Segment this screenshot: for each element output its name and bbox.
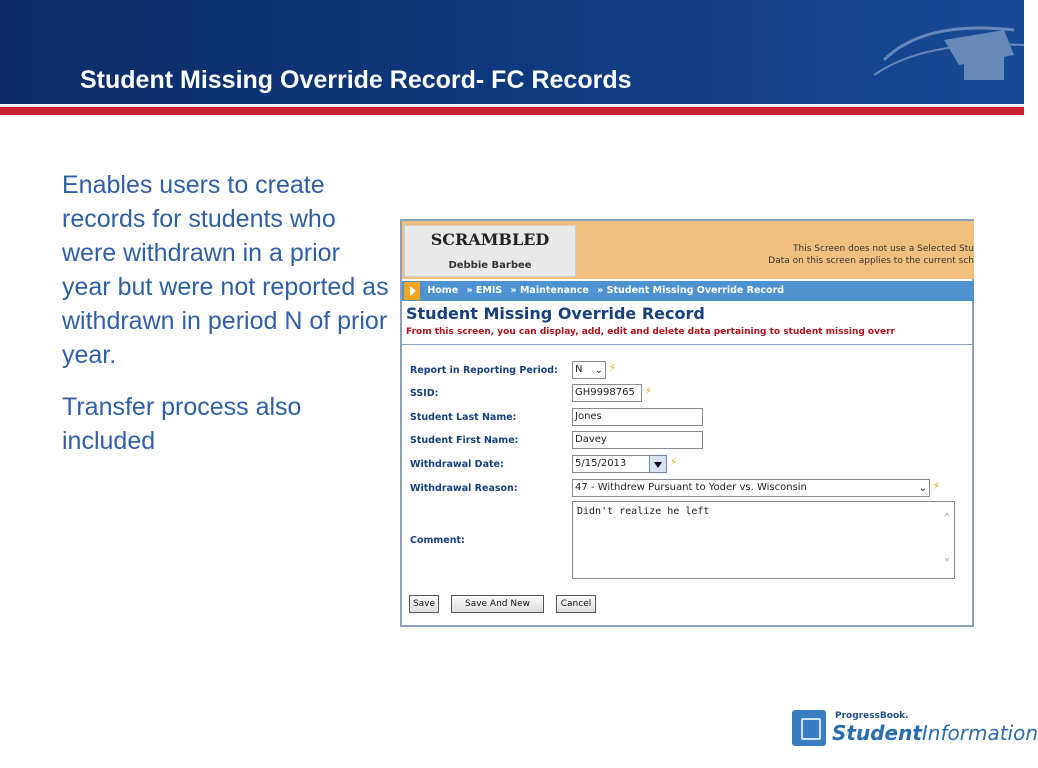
- breadcrumb-maintenance[interactable]: » Maintenance: [510, 285, 589, 296]
- app-screenshot: [400, 219, 974, 627]
- logo-product-bold: Student: [832, 721, 922, 745]
- slide-header: [0, 0, 1024, 104]
- cancel-button[interactable]: Cancel: [556, 595, 596, 613]
- breadcrumb-home[interactable]: Home: [427, 285, 459, 296]
- form-divider: [402, 344, 974, 345]
- calendar-dropdown-button[interactable]: [649, 455, 667, 473]
- header-accent-stripe: [0, 107, 1024, 115]
- last-name-label: Student Last Name:: [410, 412, 517, 423]
- withdrawal-date-input[interactable]: 5/15/2013: [572, 455, 667, 473]
- progressbook-logo: [792, 708, 1038, 748]
- logo-product-italic: Information: [921, 721, 1038, 745]
- school-info-box: [404, 225, 576, 277]
- lightning-icon[interactable]: ⚡: [933, 481, 941, 492]
- last-name-input[interactable]: Jones: [572, 408, 703, 426]
- form-title: Student Missing Override Record: [406, 304, 705, 323]
- slide-title: Student Missing Override Record- FC Records: [80, 66, 632, 94]
- withdrawal-reason-select[interactable]: [572, 479, 930, 497]
- scroll-down-icon[interactable]: ⌄: [943, 552, 950, 563]
- lightning-icon[interactable]: ⚡: [645, 386, 653, 397]
- breadcrumb-current: » Student Missing Override Record: [597, 285, 785, 296]
- save-button[interactable]: Save: [409, 595, 439, 613]
- reporting-period-select[interactable]: [572, 361, 606, 379]
- ssid-input[interactable]: GH9998765: [572, 384, 642, 402]
- ssid-label: SSID:: [410, 388, 439, 399]
- breadcrumb: [402, 281, 974, 301]
- withdrawal-reason-label: Withdrawal Reason:: [410, 483, 518, 494]
- lightning-icon[interactable]: ⚡: [670, 457, 678, 468]
- withdrawal-reason-value: 47 - Withdrew Pursuant to Yoder vs. Wisconsin: [575, 482, 807, 493]
- comment-textarea[interactable]: [572, 501, 955, 579]
- user-name: Debbie Barbee: [448, 260, 532, 271]
- app-top-banner: [402, 221, 974, 279]
- reporting-period-label: Report in Reporting Period:: [410, 365, 558, 376]
- first-name-input[interactable]: Davey: [572, 431, 703, 449]
- screen-notice: [580, 243, 974, 267]
- logo-product: [832, 721, 1038, 745]
- school-name: SCRAMBLED: [430, 230, 550, 249]
- breadcrumb-emis[interactable]: » EMIS: [466, 285, 503, 296]
- scroll-up-icon[interactable]: ⌃: [943, 512, 950, 523]
- withdrawal-date-label: Withdrawal Date:: [410, 459, 504, 470]
- body-paragraph: Transfer process also included: [62, 393, 302, 455]
- first-name-label: Student First Name:: [410, 435, 519, 446]
- chevron-down-icon: ⌄: [594, 365, 603, 376]
- slide-body: [62, 168, 392, 476]
- comment-label: Comment:: [410, 535, 465, 546]
- graduation-cap-icon: [864, 0, 1024, 104]
- save-and-new-button[interactable]: Save And New: [451, 595, 544, 613]
- book-icon: [792, 710, 826, 746]
- comment-text: Didn't realize he left: [577, 506, 710, 517]
- lightning-icon[interactable]: ⚡: [609, 363, 617, 374]
- form-subtitle: From this screen, you can display, add, edit and delete data pertaining to student missing overr: [406, 327, 895, 337]
- notice-line: Data on this screen applies to the current sch: [768, 256, 974, 266]
- body-paragraph: Enables users to create records for students who were withdrawn in a prior year but were not reported as withdrawn in period N of prior year.: [62, 171, 389, 369]
- notice-line: This Screen does not use a Selected Stu: [793, 244, 974, 254]
- reporting-period-value: N: [575, 364, 583, 375]
- chevron-down-icon: ⌄: [918, 483, 927, 494]
- logo-brand: ProgressBook.: [835, 711, 909, 721]
- breadcrumb-toggle-icon[interactable]: [404, 282, 420, 300]
